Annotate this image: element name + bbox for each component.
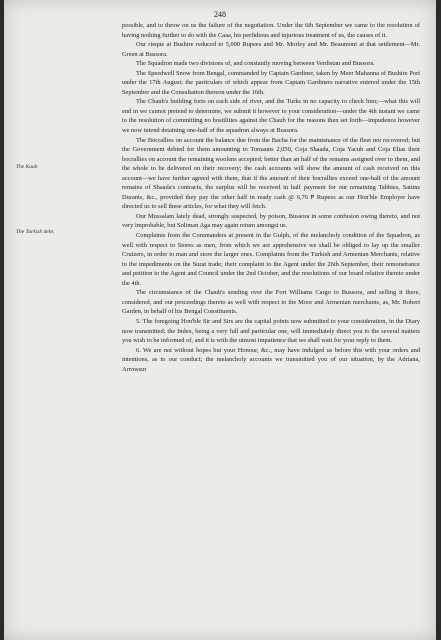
paragraph: The Bocrallies on account the balance due from the Bacha for the maintenance of the fleet not recovered; but the Government debted for them amounting to Tomauns 2,050, Coja Shaada, Coja Yacub and Coja Elias their bocrallies on account the remaining woolens accepted; better than an half of the remains assigned over to them, and the whole to be delivered on their recovery; the cash accounts will show the amount of cash received on this account—we have further agreed with them, that if the amount of their bocrallies exceed one-half of the amount remains of Shaada's contracts, the surplus will be received in half payment for our remaining Tabbies, Sattins Durants, &c., provided they pay the other half in ready cash @ 6,76 ₱ Rupees as our Hon'ble Employer have directed us to sell these articles, for what they will fetch. [122, 136, 420, 211]
document-page [4, 0, 436, 640]
paragraph: The Speedwell Snow from Bengal, commanded by Captain Gardiner, taken by Meer Mahanna of Bushire Port under the 17th August; the particulars of which appear from Captain Gardiners narrative entered under the 15th September and the Consultation thereon under the 16th. [122, 69, 420, 96]
paragraph: 6. We are not without hopes but your Honour, &c., may have indulged us before this with your orders and intentions, as to our conduct; the melancholy accounts we transmitted you of our situation, by the Adriana, Arrowsur [122, 346, 420, 373]
paragraph: Complaints from the Commanders at present in the Gulph, of the melancholy condition of the Squadron, as well with respect to Stores as men, from which we are apprehensive we shall be obliged to lay up the smaller Cruizers, in order to man and store the larger ones. Complaints from the Turkish and Armenian Merchants, relative to the impediments on the Surat trade; their complaint to the Agent under the 26th September, their remonstrance and petition to the Agent and Council under the 2nd October, and the resolutions of our board relative thereto under the 4th. [122, 232, 420, 287]
paragraph: Our Mussalam lately dead, strongly suspected, by poison, Bussora in some confusion owing thereto, and not very improbable, but Soliman Aga may again return amongst us. [122, 212, 420, 230]
margin-note-kaab: The Kaab [16, 164, 38, 170]
paragraph: 5. The foregoing Hon'ble Sir and Sirs are the capital points now submitted to your consideration, in the Diary now transmitted; the Index, being a very full and particular one, will immediately direct you to the several matters you wish to be informed of, and it is with the utmost impatience that we shall wait for your reply to them. [122, 317, 420, 345]
margin-note-turkish-debt: The Turkish debt. [16, 229, 55, 235]
paragraph: Our rieque at Bushire reduced to 5,000 Rupees and Mr. Morley and Mr. Beaumont at that settlement—Mr. Green at Bussora. [122, 41, 420, 58]
page-number: 248 [214, 10, 226, 19]
paragraph: possible, and to throw on us the failure of the negotiation. Under the 6th September we came to the resolution of having nothing further to do with the Caaa, his perfidious and injurious treatment of us, the causes of it. [122, 22, 420, 39]
paragraph: The Chaub's building forts on each side of river, and the Turks in no capacity to check him;—what this will end in we cannot pretend to determine, we submit it however to your consideration—under the 4th instant we came to the resolution of committing no hostilities against the Chaub for the reasons then set forth—impudence however we now intend detaining one-half of the squadron always at Bussora. [122, 98, 420, 135]
body-text [122, 21, 420, 374]
paragraph: The Squadron made two divisions of, and constantly moving between Verdistan and Bussora. [136, 60, 375, 68]
paragraph: The circumstance of the Chaub's sending over the Fort Williams Cargo to Bussora, and selling it there, considered, and our proceedings thereto as well with respect to the Moor and Armenian merchants, as, Mr. Robert Garden, in behalf of his Bengal Constituents. [122, 289, 420, 316]
